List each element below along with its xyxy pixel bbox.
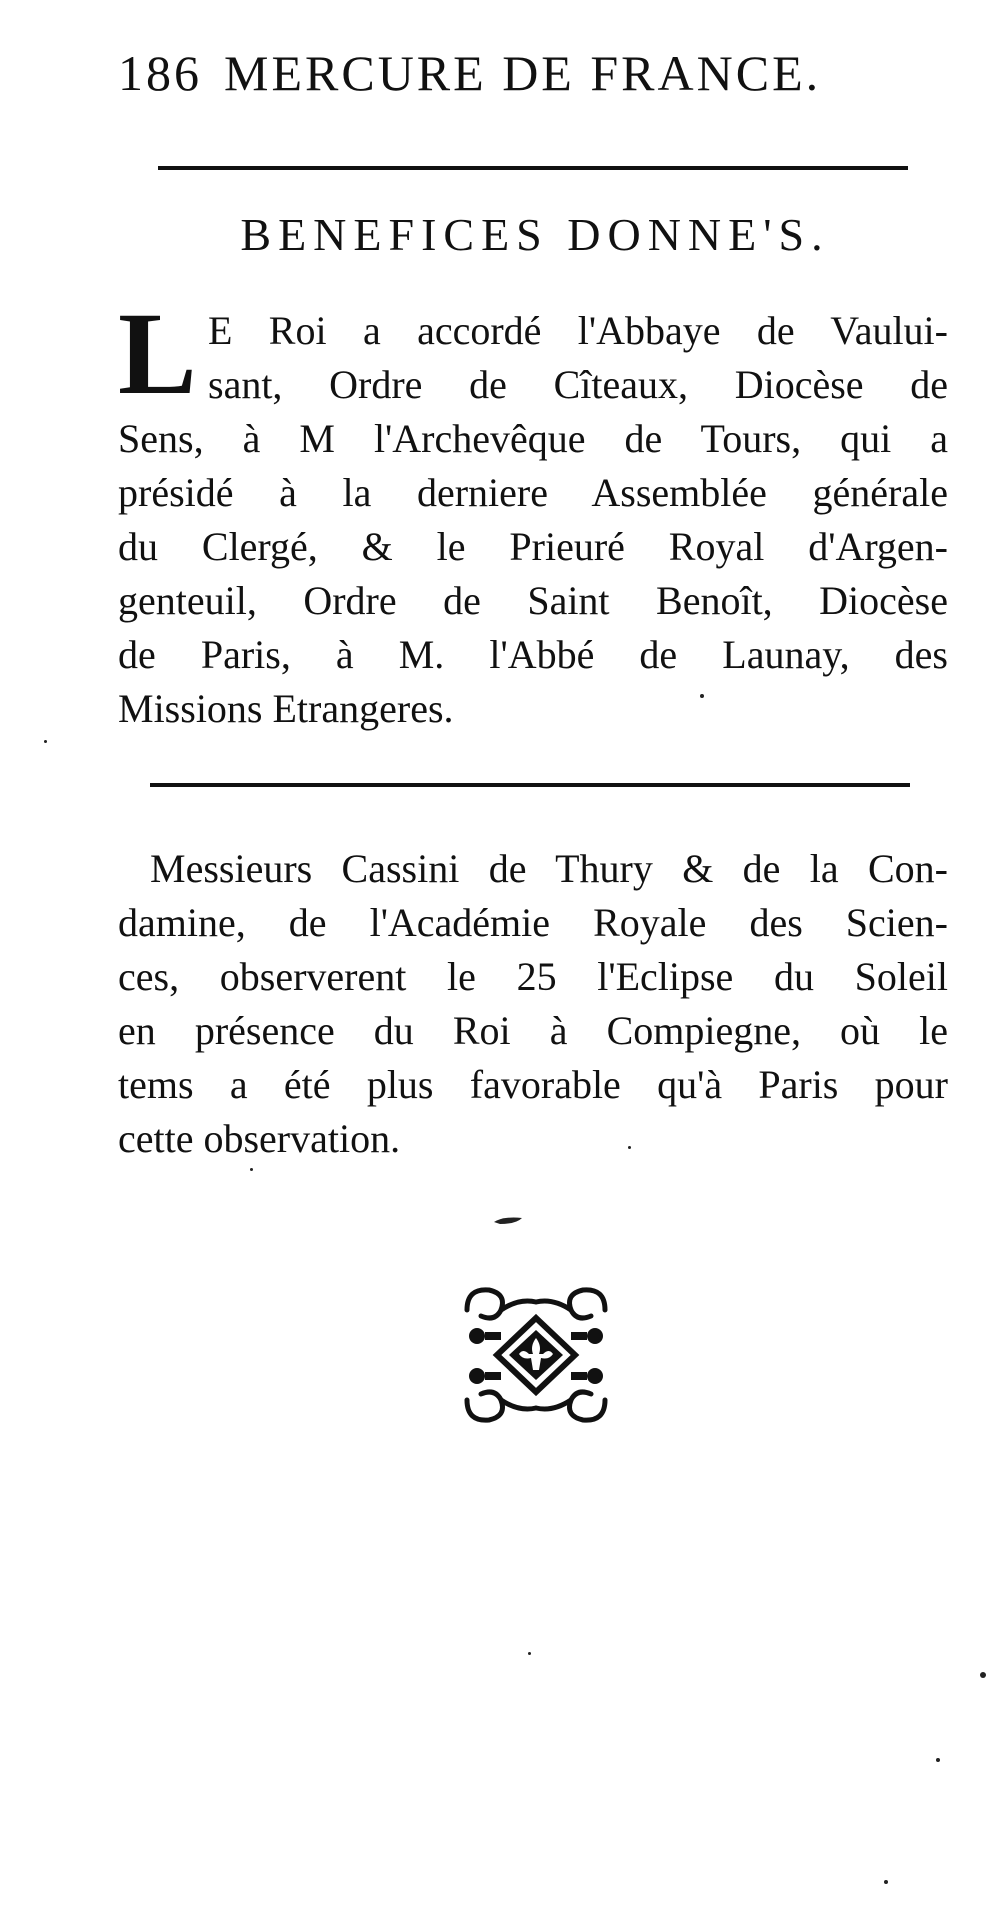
ink-mark: [492, 1212, 526, 1228]
running-title: MERCURE DE FRANCE.: [224, 45, 822, 101]
text-line: E Roi a accordé l'Abbaye de Vaului-: [208, 308, 948, 353]
page-number: 186: [118, 45, 202, 101]
text-line: du Clergé, & le Prieuré Royal d'Argen-: [118, 524, 948, 569]
section-title: BENEFICES DONNE'S.: [240, 209, 830, 260]
top-rule: [158, 166, 908, 170]
text-line: ces, observerent le 25 l'Eclipse du Soleil: [118, 954, 948, 999]
speck: [936, 1758, 940, 1762]
speck: [628, 1146, 631, 1149]
text-line: tems a été plus favorable qu'à Paris pour: [118, 1062, 948, 1107]
text-line: Messieurs Cassini de Thury & de la Con-: [150, 846, 948, 891]
text-line: de Paris, à M. l'Abbé de Launay, des: [118, 632, 948, 677]
text-line: sant, Ordre de Cîteaux, Diocèse de: [208, 362, 948, 407]
speck: [44, 740, 47, 743]
text-line: Sens, à M l'Archevêque de Tours, qui a: [118, 416, 948, 461]
text-line: genteuil, Ordre de Saint Benoît, Diocèse: [118, 578, 948, 623]
text-line: damine, de l'Académie Royale des Scien-: [118, 900, 948, 945]
text-line: Missions Etrangeres.: [118, 686, 454, 731]
speck: [528, 1652, 531, 1655]
fleuron-tailpiece-icon: [457, 1280, 615, 1430]
speck: [884, 1880, 888, 1884]
speck: [250, 1168, 253, 1171]
speck: [700, 694, 704, 698]
middle-rule: [150, 783, 910, 787]
text-line: cette observation.: [118, 1116, 401, 1161]
text-line: en présence du Roi à Compiegne, où le: [118, 1008, 948, 1053]
paragraph-benefices: [118, 288, 948, 736]
running-head: [118, 45, 948, 101]
paragraph-eclipse: [118, 842, 948, 1166]
text-line: présidé à la derniere Assemblée générale: [118, 470, 948, 515]
speck: [980, 1672, 986, 1678]
drop-cap: L: [118, 288, 197, 419]
